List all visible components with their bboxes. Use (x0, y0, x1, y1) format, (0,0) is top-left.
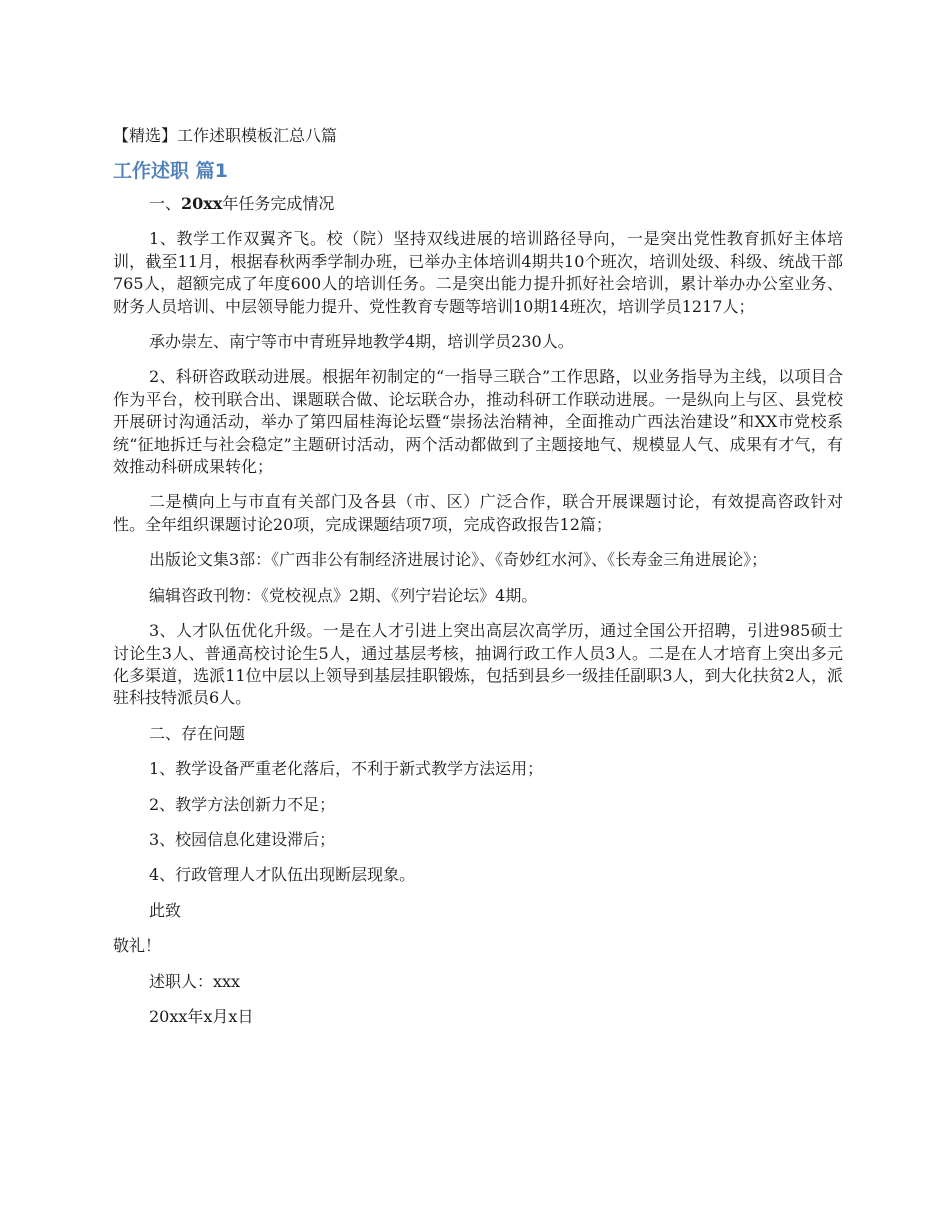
subsection-1-suffix: 年任务完成情况 (222, 194, 335, 213)
paragraph-teaching: 1、教学工作双翼齐飞。校（院）坚持双线进展的培训路径导向，一是突出党性教育抓好主体培训，截至11月，根据春秋两季学制办班，已举办主体培训4期共10个班次，培训处级、科级、统战干部765人，超额完成了年度600人的培训任务。二是突出能力提升抓好社会培训，累计举办办公室业务、财务人员培训、中层领导能力提升、党性教育专题等培训10期14班次，培训学员1217人； (113, 229, 843, 316)
paragraph-talent: 3、人才队伍优化升级。一是在人才引进上突出高层次高学历，通过全国公开招聘，引进985硕士讨论生3人、普通高校讨论生5人，通过基层考核，抽调行政工作人员3人。二是在人才培育上突出多元化多渠道，选派11位中层以上领导到基层挂职锻炼，包括到县乡一级挂任副职3人，到大化扶贫2人，派驻科技特派员6人。 (113, 621, 843, 708)
subsection-heading-1 (113, 193, 843, 215)
section-heading: 工作述职 篇1 (113, 160, 228, 182)
paragraph-remote-teaching: 承办崇左、南宁等市中青班异地教学4期，培训学员230人。 (149, 332, 574, 352)
problem-item-1: 1、教学设备严重老化落后，不利于新式教学方法运用； (149, 759, 544, 779)
problem-item-3: 3、校园信息化建设滞后； (149, 829, 336, 849)
document-page (113, 124, 843, 1041)
paragraph-cooperation: 二是横向上与市直有关部门及各县（市、区）广泛合作，联合开展课题讨论，有效提高咨政针对性。全年组织课题讨论20项，完成课题结项7项，完成咨政报告12篇； (113, 492, 843, 534)
closing-regards: 敬礼！ (113, 936, 162, 956)
paragraph-periodicals: 编辑咨政刊物：《党校视点》2期、《列宁岩论坛》4期。 (149, 585, 538, 605)
problem-item-4: 4、行政管理人才队伍出现断层现象。 (149, 865, 416, 885)
paragraph-publications: 出版论文集3部：《广西非公有制经济进展讨论》、《奇妙红水河》、《长寿金三角进展论》； (149, 550, 768, 570)
paragraph-research: 2、科研咨政联动进展。根据年初制定的“一指导三联合”工作思路，以业务指导为主线，以项目合作为平台，校刊联合出、课题联合做、论坛联合办，推动科研工作联动进展。一是纵向上与区、县党校开展研讨沟通活动，举办了第四届桂海论坛暨“崇扬法治精神，全面推动广西法治建设”和XX市党校系统“征地拆迁与社会稳定”主题研讨活动，两个活动都做到了主题接地气、规模显人气、成果有才气，有效推动科研成果转化； (113, 367, 843, 477)
closing-salutation: 此致 (149, 900, 182, 920)
date-line: 20xx年x月x日 (149, 1006, 254, 1026)
subsection-1-year: 20xx (181, 194, 223, 213)
signer: 述职人：xxx (149, 971, 241, 991)
subsection-1-prefix: 一、 (149, 194, 182, 213)
subsection-heading-2: 二、存在问题 (149, 723, 246, 743)
document-title: 【精选】工作述职模板汇总八篇 (113, 126, 338, 145)
problem-item-2: 2、教学方法创新力不足； (149, 794, 336, 814)
